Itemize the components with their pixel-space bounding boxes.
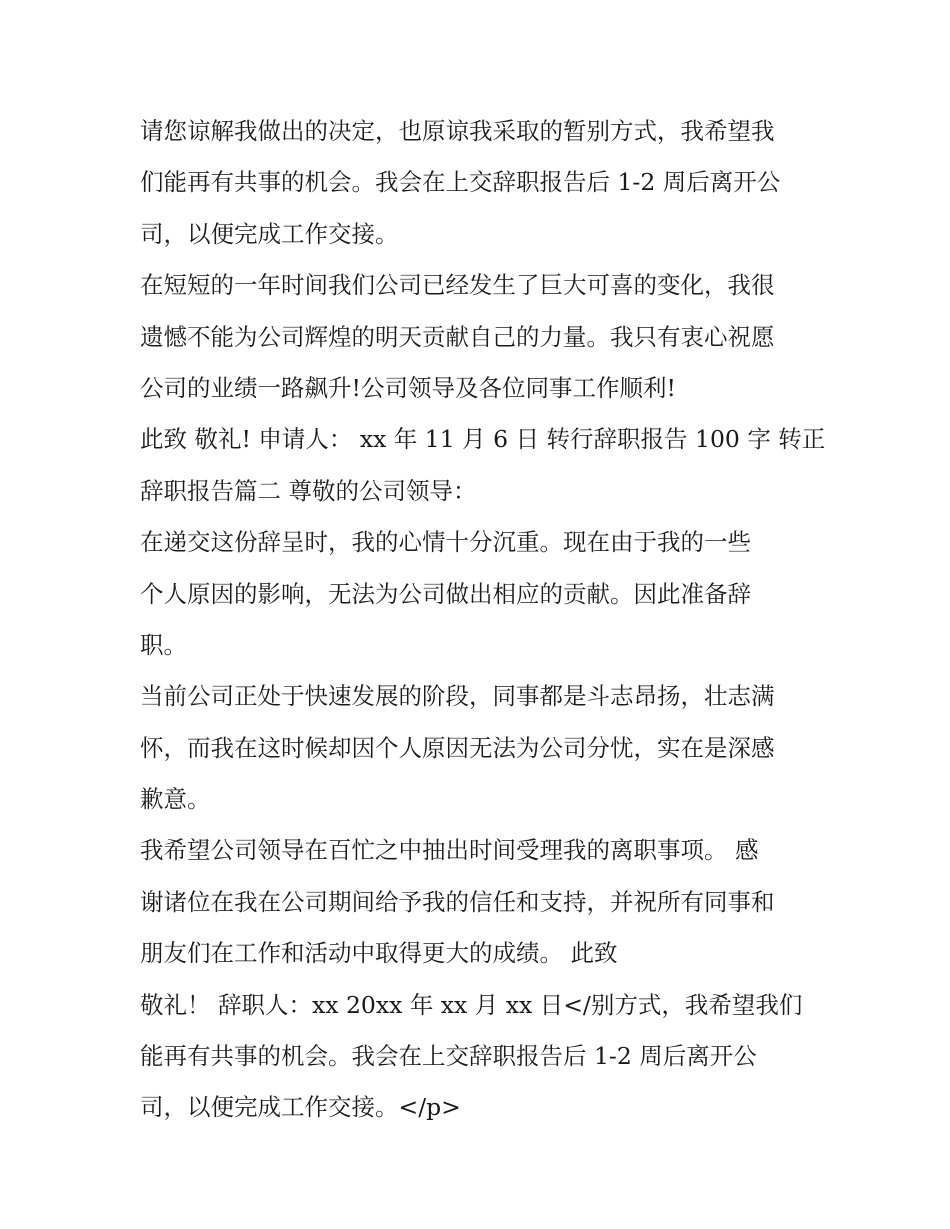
text-line: 辞职报告篇二 尊敬的公司领导： bbox=[140, 476, 477, 505]
text-line: 职。 bbox=[140, 630, 187, 659]
text-line: 谢诸位在我在公司期间给予我的信任和支持，并祝所有同事和 bbox=[140, 887, 775, 916]
text-line: 当前公司正处于快速发展的阶段，同事都是斗志昂扬，壮志满 bbox=[140, 682, 775, 711]
text-line: 个人原因的影响，无法为公司做出相应的贡献。因此准备辞 bbox=[140, 579, 751, 608]
text-line: 此致 敬礼! 申请人： xx 年 11 月 6 日 转行辞职报告 100 字 转正 bbox=[140, 425, 826, 454]
text-line: 朋友们在工作和活动中取得更大的成绩。 此致 bbox=[140, 939, 618, 968]
text-line: 司，以便完成工作交接。 bbox=[140, 219, 399, 248]
text-line: 我希望公司领导在百忙之中抽出时间受理我的离职事项。 感 bbox=[140, 836, 759, 865]
text-line: 公司的业绩一路飙升!公司领导及各位同事工作顺利! bbox=[140, 373, 676, 402]
text-line: 在短短的一年时间我们公司已经发生了巨大可喜的变化，我很 bbox=[140, 271, 775, 300]
text-line: 在递交这份辞呈时，我的心情十分沉重。现在由于我的一些 bbox=[140, 528, 751, 557]
text-line: 遗憾不能为公司辉煌的明天贡献自己的力量。我只有衷心祝愿 bbox=[140, 322, 775, 351]
text-line: 歉意。 bbox=[140, 785, 211, 814]
text-line: 请您谅解我做出的决定，也原谅我采取的暂别方式，我希望我 bbox=[140, 117, 775, 145]
text-line: 能再有共事的机会。我会在上交辞职报告后 1-2 周后离开公 bbox=[140, 1042, 757, 1071]
text-line: 司，以便完成工作交接。</p> bbox=[140, 1093, 461, 1122]
document-body bbox=[140, 106, 826, 1134]
text-line: 怀，而我在这时候却因个人原因无法为公司分忧，实在是深感 bbox=[140, 733, 775, 762]
text-line: 们能再有共事的机会。我会在上交辞职报告后 1-2 周后离开公 bbox=[140, 168, 781, 197]
text-line: 敬礼！ 辞职人：xx 20xx 年 xx 月 xx 日</别方式，我希望我们 bbox=[140, 990, 803, 1019]
